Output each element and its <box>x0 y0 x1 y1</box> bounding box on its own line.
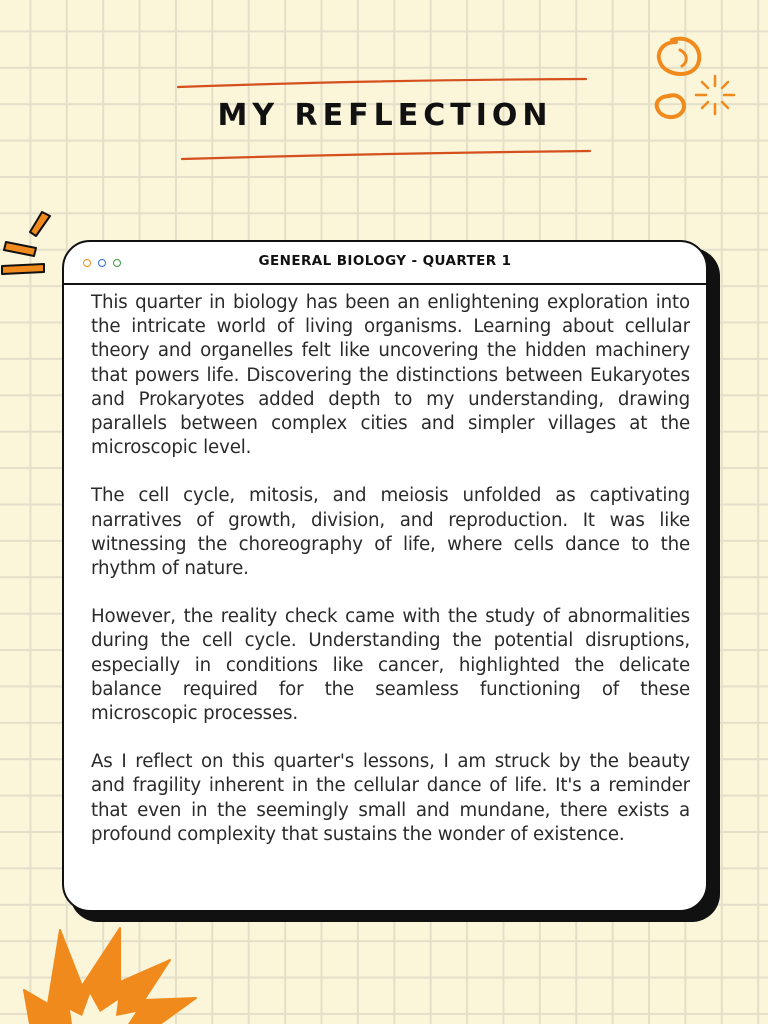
page-title: MY REFLECTION <box>217 98 553 133</box>
starburst-icon <box>20 920 200 1024</box>
paragraph-3: However, the reality check came with the study of abnormalities during the cell cycle. Understanding the potential disruptions, especially in conditions like cancer, highlighted the delicate balance required for the seamless functioning of these microscopic processes. <box>91 606 690 725</box>
card-header <box>64 242 706 285</box>
sparkle-icon <box>690 70 740 120</box>
paragraph-1: This quarter in biology has been an enlightening exploration into the intricate world of living organisms. Learning about cellular theory and organelles felt like uncovering the hidden machinery that powers life. Discovering the distinctions between Eukaryotes and Prokaryotes added depth to my understanding, drawing parallels between complex cities and simpler villages at the microscopic level. <box>91 292 690 459</box>
title-block <box>170 70 600 170</box>
card-heading: GENERAL BIOLOGY - QUARTER 1 <box>258 253 512 269</box>
paragraph-4: As I reflect on this quarter's lessons, I am struck by the beauty and fragility inherent in the cellular dance of life. It's a reminder that even in the seemingly small and mundane, there exists a profound complexity that sustains the wonder of existence. <box>91 751 690 845</box>
reflection-card <box>62 240 708 912</box>
paragraph-2: The cell cycle, mitosis, and meiosis unfolded as captivating narratives of growth, division, and reproduction. It was like witnessing the choreography of life, where cells dance to the rhythm of nature. <box>91 485 690 580</box>
burst-lines-icon <box>0 206 70 286</box>
card-body <box>64 285 706 847</box>
